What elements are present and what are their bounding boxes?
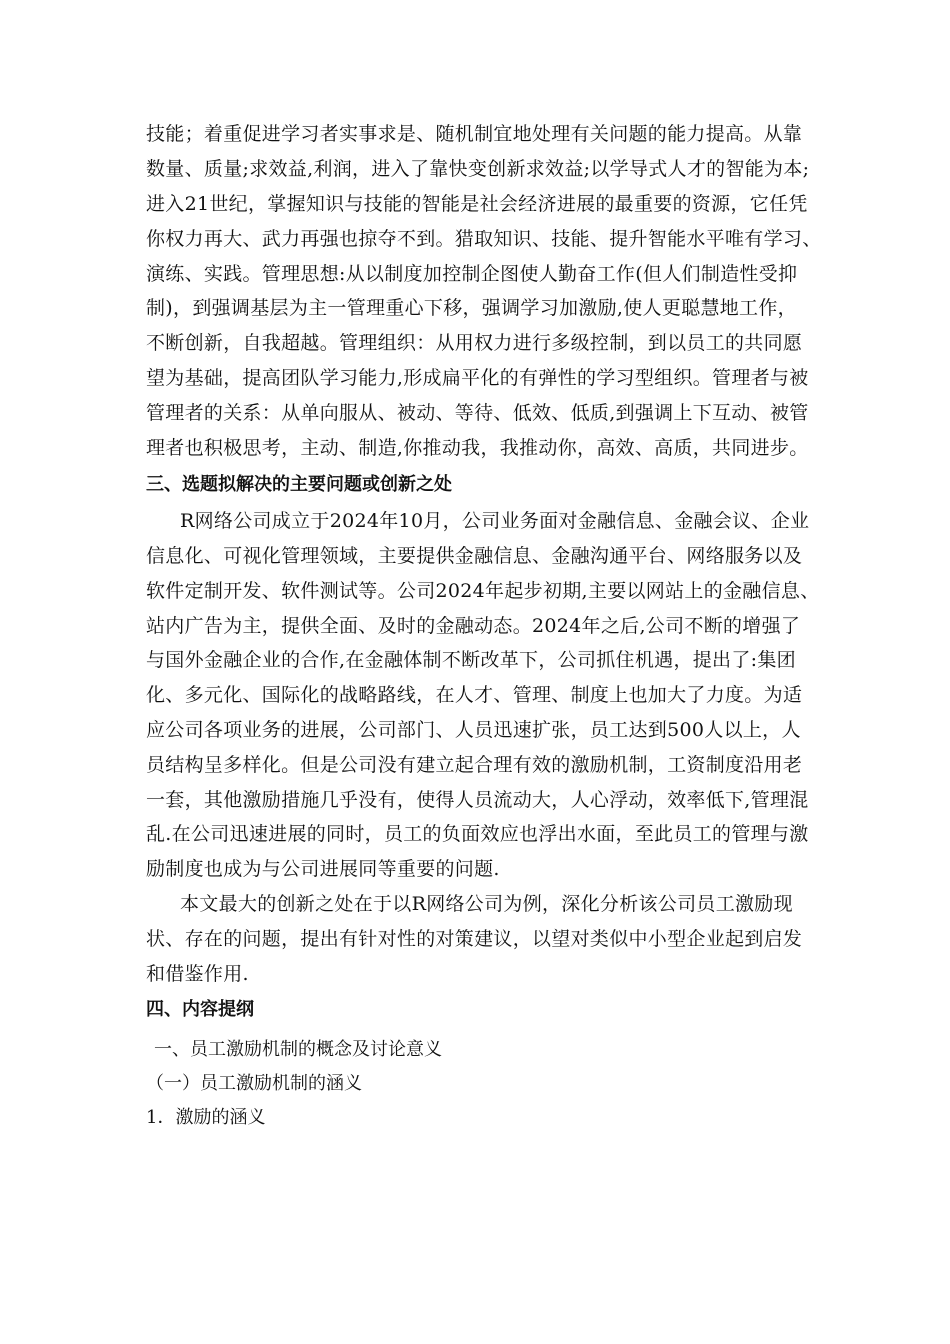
body-text-line: 数量、质量;求效益,利润，进入了靠快变创新求效益;以学导式人才的智能为本; [146,158,810,180]
body-text-line: 你权力再大、武力再强也掠夺不到。猎取知识、技能、提升智能水平唯有学习、 [146,228,822,250]
outline-item-level1: 一、员工激励机制的概念及讨论意义 [154,1039,442,1060]
body-text-line: 不断创新，自我超越。管理组织：从用权力进行多级控制，到以员工的共同愿 [146,332,803,354]
body-text-line: 状、存在的问题，提出有针对性的对策建议，以望对类似中小型企业起到启发 [146,928,803,950]
body-text-line: 站内广告为主，提供全面、及时的金融动态。2024年之后,公司不断的增强了 [146,615,801,637]
body-text-line: 励制度也成为与公司进展同等重要的问题. [146,858,500,880]
body-text-line: 制)，到强调基层为主一管理重心下移，强调学习加激励,使人更聪慧地工作， [146,297,797,319]
section-heading: 三、选题拟解决的主要问题或创新之处 [146,474,452,495]
body-text-line: 乱.在公司迅速进展的同时，员工的负面效应也浮出水面，至此员工的管理与激 [146,823,809,845]
body-text-line: 进入21世纪，掌握知识与技能的智能是社会经济进展的最重要的资源，它任凭 [146,193,808,215]
outline-item-level2: （一）员工激励机制的涵义 [146,1073,362,1094]
body-text-line: 管理者的关系：从单向服从、被动、等待、低效、低质,到强调上下互动、被管 [146,402,809,424]
body-text-line: 技能；着重促进学习者实事求是、随机制宜地处理有关问题的能力提高。从靠 [146,123,803,145]
body-text-line: 本文最大的创新之处在于以R网络公司为例，深化分析该公司员工激励现 [180,893,793,915]
body-text-line: R网络公司成立于2024年10月，公司业务面对金融信息、金融会议、企业 [180,510,810,532]
outline-item-level3: 1．激励的涵义 [146,1107,266,1128]
body-text-line: 与国外金融企业的合作,在金融体制不断改革下，公司抓住机遇，提出了:集团 [146,649,796,671]
body-text-line: 理者也积极思考，主动、制造,你推动我，我推动你，高效、高质，共同进步。 [146,437,809,459]
body-text-line: 员结构呈多样化。但是公司没有建立起合理有效的激励机制，工资制度沿用老 [146,754,803,776]
body-text-line: 信息化、可视化管理领域，主要提供金融信息、金融沟通平台、网络服务以及 [146,545,803,567]
body-text-line: 望为基础，提高团队学习能力,形成扁平化的有弹性的学习型组织。管理者与被 [146,367,809,389]
body-text-line: 软件定制开发、软件测试等。公司2024年起步初期,主要以网站上的金融信息、 [146,580,820,602]
body-text-line: 化、多元化、国际化的战略路线，在人才、管理、制度上也加大了力度。为适 [146,684,803,706]
section-heading: 四、内容提纲 [146,999,254,1020]
body-text-line: 一套，其他激励措施几乎没有，使得人员流动大，人心浮动，效率低下,管理混 [146,789,809,811]
body-text-line: 演练、实践。管理思想:从以制度加控制企图使人勤奋工作(但人们制造性受抑 [146,263,798,285]
body-text-line: 应公司各项业务的进展，公司部门、人员迅速扩张，员工达到500人以上，人 [146,719,801,741]
body-text-line: 和借鉴作用. [146,963,249,985]
